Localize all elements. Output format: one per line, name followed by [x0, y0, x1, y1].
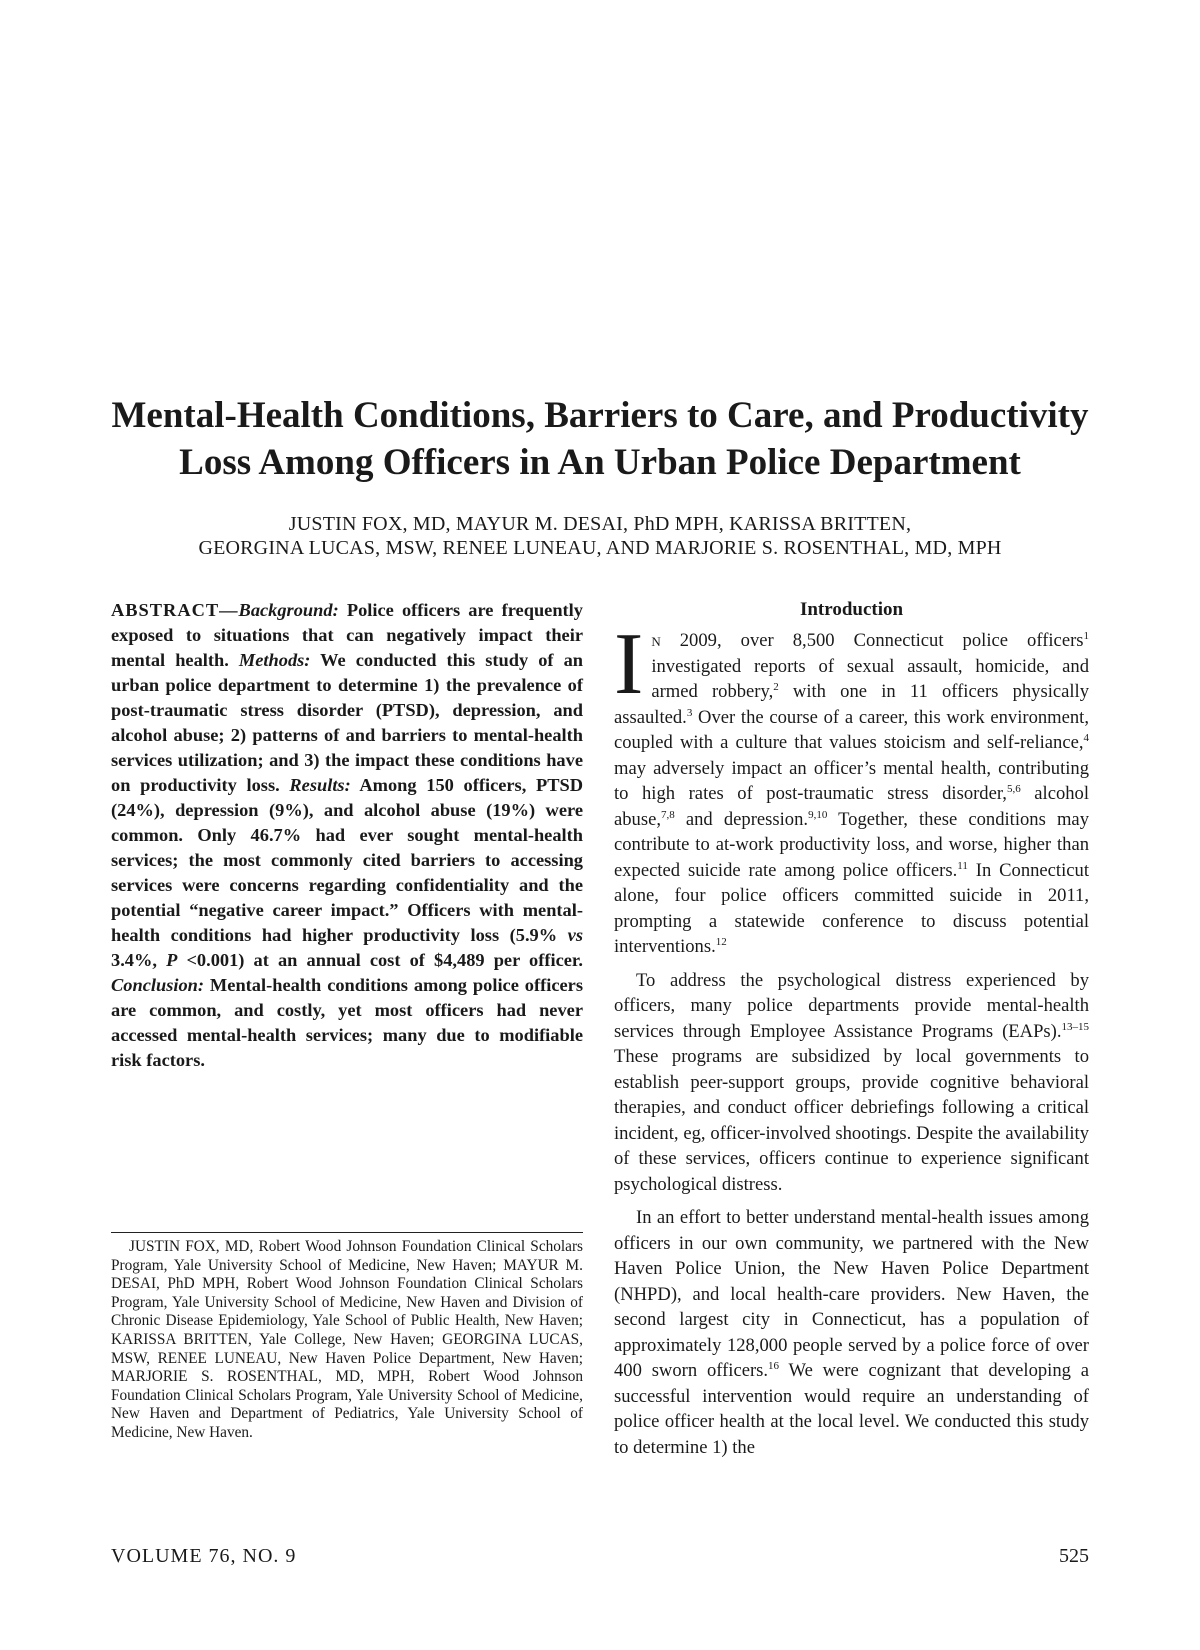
abstract-results-text: <0.001) at an annual cost of $4,489 per officer. — [177, 950, 583, 970]
paragraph-text: In Connecticut alone, four police officers committed suicide in 2011, prompting a statewide conference to discuss potential interventions. — [614, 859, 1089, 957]
citation-superscript: 2 — [773, 680, 779, 693]
paragraph-text: and depression. — [674, 808, 809, 830]
abstract-conclusion-label: Conclusion: — [111, 975, 205, 995]
citation-superscript: 1 — [1083, 629, 1089, 642]
paragraph-text: Over the course of a career, this work environment, coupled with a culture that values stoicism and self-reliance, — [614, 706, 1089, 753]
paragraph-text: investigated reports of sexual assault, homicide, and armed robbery, — [651, 655, 1089, 702]
footnote-divider — [111, 1232, 583, 1233]
citation-superscript: 12 — [715, 935, 727, 948]
authors-line-1: JUSTIN FOX, MD, MAYUR M. DESAI, PhD MPH, KARISSA BRITTEN, — [288, 513, 912, 535]
citation-superscript: 7,8 — [660, 808, 675, 821]
paragraph-text: with one in 11 officers physically assaulted. — [614, 681, 1090, 728]
abstract-background-text: Police officers are frequently exposed to situations that can negatively impact their mental health. — [111, 600, 583, 670]
author-list — [100, 512, 1100, 560]
citation-superscript: 11 — [957, 859, 968, 872]
paragraph-text: 2009, over 8,500 Connecticut police officers — [660, 630, 1084, 651]
intro-paragraph-2 — [614, 968, 1089, 1198]
paragraph-text: These programs are subsidized by local governments to establish peer-support groups, provide cognitive behavioral therapies, and conduct officer debriefings following a critical incident, eg, officer-involved shootings. Despite the availability of these services, officers continue to experience significant psychological distress. — [614, 1046, 1089, 1195]
page-number: 525 — [1059, 1545, 1089, 1567]
authors-line-2: GEORGINA LUCAS, MSW, RENEE LUNEAU, AND MARJORIE S. ROSENTHAL, MD, MPH — [198, 537, 1002, 559]
intro-paragraph-3 — [614, 1205, 1089, 1460]
abstract-results-text: 3.4%, — [111, 950, 167, 970]
citation-superscript: 3 — [686, 706, 693, 719]
abstract-background-label: Background: — [238, 600, 339, 620]
abstract-methods-text: We conducted this study of an urban police department to determine 1) the prevalence of post-traumatic stress disorder (PTSD), depression, and alcohol abuse; 2) patterns of and barriers to mental-health services utilization; and 3) the impact these conditions have on productivity loss. — [111, 650, 583, 795]
paragraph-text: To address the psychological distress experienced by officers, many police departments provide mental-health services through Employee Assistance Programs (EAPs). — [614, 969, 1089, 1042]
author-affiliations-footnote: JUSTIN FOX, MD, Robert Wood Johnson Foundation Clinical Scholars Program, Yale University School of Medicine, New Haven; MAYUR M. DESAI, PhD MPH, Robert Wood Johnson Foundation Clinical Scholars Program, Yale University School of Medicine, New Haven and Division of Chronic Disease Epidemiology, Yale School of Public Health, New Haven; KARISSA BRITTEN, Yale College, New Haven; GEORGINA LUCAS, MSW, RENEE LUNEAU, New Haven Police Department, New Haven; MARJORIE S. ROSENTHAL, MD, MPH, Robert Wood Johnson Foundation Clinical Scholars Program, Yale University School of Medicine, New Haven and Department of Pediatrics, Yale University School of Medicine, New Haven. — [111, 1238, 583, 1441]
abstract-results-text: Among 150 officers, PTSD (24%), depression (9%), and alcohol abuse (19%) were common. Only 46.7% had ever sought mental-health services; the most commonly cited barriers to accessing services were concerns regarding confidentiality and the potential “negative career impact.” Officers with mental-health conditions had higher productivity loss (5.9% — [111, 775, 583, 945]
citation-superscript: 16 — [768, 1359, 780, 1372]
citation-superscript: 4 — [1083, 731, 1089, 744]
citation-superscript: 9,10 — [808, 808, 828, 821]
intro-paragraph-1 — [614, 616, 1090, 960]
citation-superscript: 13–15 — [1061, 1020, 1089, 1033]
left-column — [111, 598, 583, 1073]
title-line-1: Mental-Health Conditions, Barriers to Care, and Productivity — [111, 395, 1089, 436]
abstract-methods-label: Methods: — [238, 650, 311, 670]
right-column — [614, 598, 1089, 1460]
article-title — [100, 392, 1100, 486]
abstract-lead: ABSTRACT— — [111, 600, 239, 620]
paragraph-text: alcohol abuse, — [614, 783, 1089, 830]
abstract-vs: vs — [567, 925, 583, 945]
volume-issue-label: VOLUME 76, NO. 9 — [111, 1545, 297, 1567]
title-line-2: Loss Among Officers in An Urban Police Department — [179, 442, 1021, 483]
citation-superscript: 5,6 — [1006, 782, 1021, 795]
abstract-p-value-symbol: P — [166, 950, 178, 970]
paragraph-text: We were cognizant that developing a successful intervention would require an understanding of police officer health at the local level. We conducted this study to determine 1) the — [614, 1360, 1089, 1458]
drop-cap: I — [614, 616, 644, 713]
paragraph-text: may adversely impact an officer’s mental health, contributing to high rates of post-traumatic stress disorder, — [614, 757, 1089, 804]
opening-smallcaps: n — [651, 630, 661, 651]
abstract-conclusion-text: Mental-health conditions among police officers are common, and costly, yet most officers had never accessed mental-health services; many due to modifiable risk factors. — [111, 975, 583, 1070]
abstract-results-label: Results: — [289, 775, 351, 795]
section-heading-introduction: Introduction — [799, 599, 904, 620]
paragraph-text: In an effort to better understand mental-health issues among officers in our own community, we partnered with the New Haven Police Union, the New Haven Police Department (NHPD), and local health-care providers. New Haven, the second largest city in Connecticut, has a population of approximately 128,000 people served by a police force of over 400 sworn officers. — [614, 1207, 1089, 1381]
abstract — [111, 598, 583, 1073]
paragraph-text: Together, these conditions may contribute to at-work productivity loss, and worse, higher than expected suicide rate among police officers. — [614, 808, 1089, 881]
